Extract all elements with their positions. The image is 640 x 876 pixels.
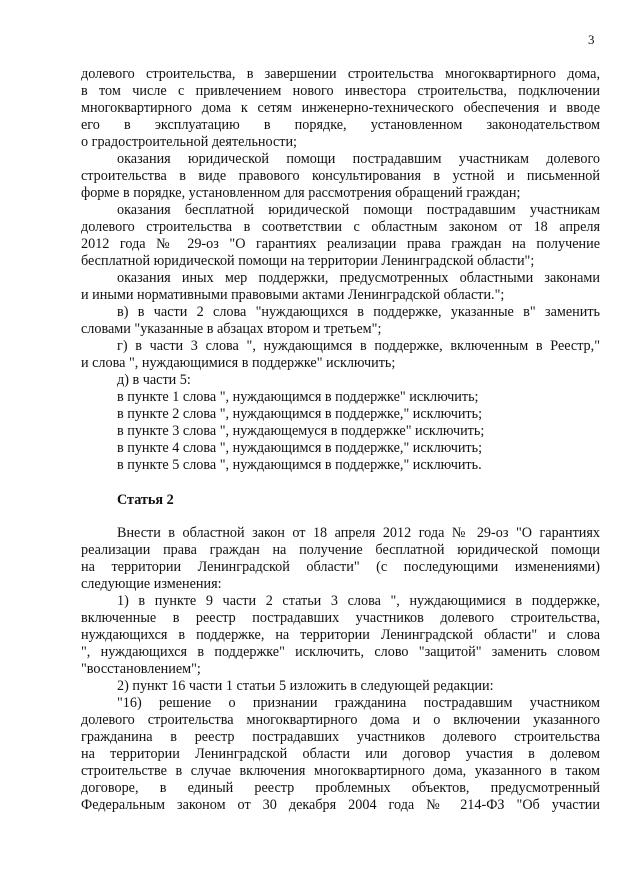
text-line: на территории Ленинградской области" (с последующими изменениями) xyxy=(81,559,600,575)
text-line: о градостроительной деятельности; xyxy=(81,134,297,150)
text-line: в пункте 2 слова ", нуждающимся в поддержке," исключить; xyxy=(117,406,483,422)
text-line: бесплатной юридической помощи на территории Ленинградской области"; xyxy=(81,253,535,269)
text-line: гражданина в реестр пострадавших участников долевого строительства xyxy=(81,729,600,745)
text-line: нуждающихся в поддержке, на территории Ленинградской области" и слова xyxy=(81,627,600,643)
text-line: строительстве в случае включения многоквартирного дома, указанного в таком xyxy=(81,763,600,779)
text-line: словами "указанные в абзацах втором и третьем"; xyxy=(81,321,382,337)
text-line: реализации права граждан на получение бесплатной юридической помощи xyxy=(81,542,600,558)
text-line: и иными нормативными правовыми актами Ленинградской области."; xyxy=(81,287,505,303)
text-line: его в эксплуатацию в порядке, установленном законодательством xyxy=(81,117,600,133)
text-line: в) в части 2 слова "нуждающихся в поддержке, указанные в" заменить xyxy=(117,304,600,320)
text-line: д) в части 5: xyxy=(117,372,191,388)
text-line: строительства в виде правового консультирования в устной и письменной xyxy=(81,168,600,184)
page-number: 3 xyxy=(588,32,595,47)
text-line: 2) пункт 16 части 1 статьи 5 изложить в следующей редакции: xyxy=(117,678,494,694)
text-line: Внести в областной закон от 18 апреля 2012 года № 29-оз "О гарантиях xyxy=(117,525,600,541)
text-line: 2012 года № 29-оз "О гарантиях реализации права граждан на получение xyxy=(81,236,600,252)
text-line: долевого строительства в соответствии с областным законом от 18 апреля xyxy=(81,219,600,235)
text-line: многоквартирного дома к сетям инженерно-технического обеспечения и вводе xyxy=(81,100,600,116)
text-line: на территории Ленинградской области или договор участия в долевом xyxy=(81,746,600,762)
text-line: и слова ", нуждающимися в поддержке" исключить; xyxy=(81,355,396,371)
text-line: договоре, в единый реестр проблемных объектов, предусмотренный xyxy=(81,780,600,796)
text-line: 1) в пункте 9 части 2 статьи 3 слова ", нуждающимися в поддержке, xyxy=(117,593,600,609)
text-line: следующие изменения: xyxy=(81,576,222,592)
text-line: "восстановлением"; xyxy=(81,661,201,677)
article-heading: Статья 2 xyxy=(117,492,174,508)
text-line: оказания бесплатной юридической помощи пострадавшим участникам xyxy=(117,202,600,218)
text-line: в пункте 3 слова ", нуждающемуся в поддержке" исключить; xyxy=(117,423,485,439)
text-line: оказания юридической помощи пострадавшим участникам долевого xyxy=(117,151,600,167)
text-line: в пункте 5 слова ", нуждающимся в поддержке," исключить. xyxy=(117,457,482,473)
text-line: форме в порядке, установленном для рассмотрения обращений граждан; xyxy=(81,185,521,201)
text-line: в том числе с привлечением нового инвестора строительства, подключении xyxy=(81,83,600,99)
text-line: долевого строительства, в завершении строительства многоквартирного дома, xyxy=(81,66,600,82)
text-line: "16) решение о признании гражданина пострадавшим участником xyxy=(117,695,600,711)
text-line: в пункте 1 слова ", нуждающимся в поддержке" исключить; xyxy=(117,389,479,405)
text-line: Федеральным законом от 30 декабря 2004 года № 214-ФЗ "Об участии xyxy=(81,797,600,813)
text-line: оказания иных мер поддержки, предусмотренных областными законами xyxy=(117,270,600,286)
text-line: включенные в реестр пострадавших участников долевого строительства, xyxy=(81,610,600,626)
text-line: долевого строительства многоквартирного дома и о включении указанного xyxy=(81,712,600,728)
text-line: ", нуждающихся в поддержке" исключить, слово "защитой" заменить словом xyxy=(81,644,600,660)
text-line: в пункте 4 слова ", нуждающимся в поддержке," исключить; xyxy=(117,440,483,456)
text-line: г) в части 3 слова ", нуждающимся в поддержке, включенным в Реестр," xyxy=(117,338,600,354)
